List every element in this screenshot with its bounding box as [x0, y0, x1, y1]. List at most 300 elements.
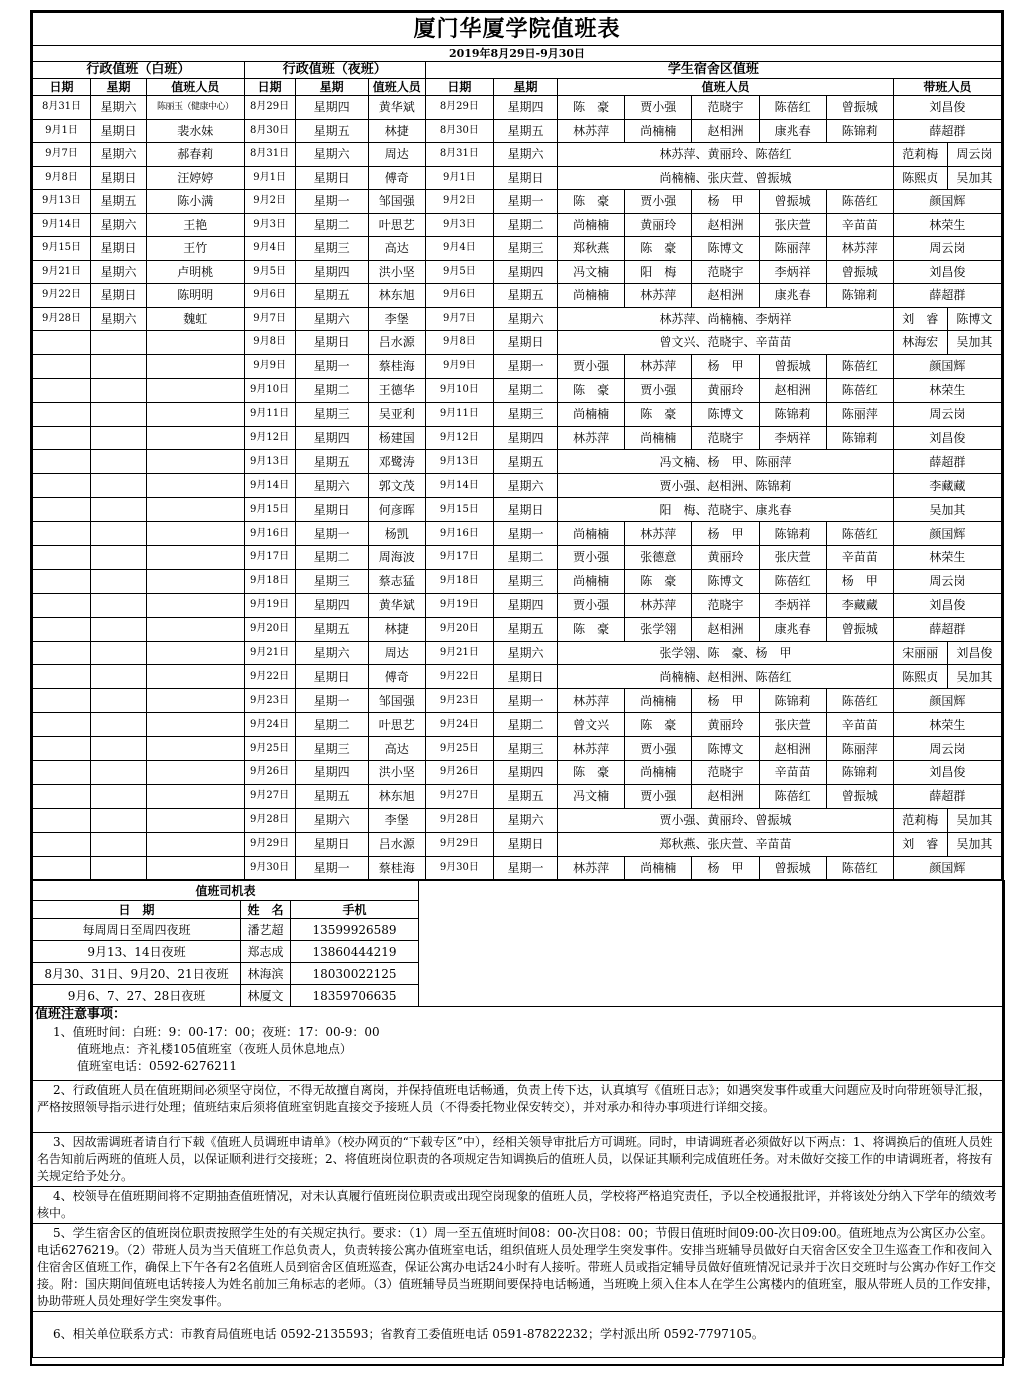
dorm-leader: 颜国辉 — [893, 856, 1001, 880]
driver-phone: 13599926589 — [291, 919, 419, 941]
dorm-leader: 李藏藏 — [893, 474, 1001, 498]
col-date: 日期 — [425, 79, 493, 96]
dorm-staff: 陈蓓红 — [826, 522, 893, 546]
night-staff: 李堡 — [368, 307, 425, 331]
dorm-weekday: 星期三 — [493, 402, 557, 426]
dorm-staff: 曾振城 — [826, 96, 893, 120]
day-weekday — [91, 450, 147, 474]
night-date: 9月20日 — [244, 617, 295, 641]
day-staff — [146, 856, 244, 880]
dorm-leader: 范莉梅 — [893, 808, 947, 832]
dorm-staff: 林苏萍 — [558, 689, 625, 713]
notes-title: 值班注意事项： — [33, 1007, 1005, 1023]
schedule-row — [33, 378, 1002, 402]
dorm-staff: 尚楠楠 — [625, 761, 692, 785]
night-staff: 蔡桂海 — [368, 856, 425, 880]
dorm-staff: 尚楠楠 — [558, 522, 625, 546]
dorm-leader: 林荣生 — [893, 546, 1001, 570]
dorm-leader: 陈博文 — [947, 307, 1001, 331]
driver-name: 林海滨 — [241, 963, 291, 985]
night-staff: 王德华 — [368, 378, 425, 402]
dorm-staff: 尚楠楠、张庆萱、曾振城 — [558, 166, 894, 190]
schedule-row — [33, 474, 1002, 498]
night-weekday: 星期日 — [295, 832, 368, 856]
dorm-leader: 范莉梅 — [893, 143, 947, 167]
day-date — [33, 354, 91, 378]
day-date — [33, 617, 91, 641]
night-date: 9月12日 — [244, 426, 295, 450]
dorm-date: 9月5日 — [425, 260, 493, 284]
night-staff: 叶思艺 — [368, 713, 425, 737]
dorm-staff: 郑秋燕、张庆萱、辛苗苗 — [558, 832, 894, 856]
day-date — [33, 546, 91, 570]
day-weekday — [91, 522, 147, 546]
dorm-date: 9月24日 — [425, 713, 493, 737]
day-date — [33, 665, 91, 689]
dorm-date: 9月10日 — [425, 378, 493, 402]
schedule-row — [33, 284, 1002, 308]
col-date: 日期 — [33, 79, 91, 96]
dorm-staff: 张学翎、陈 豪、杨 甲 — [558, 641, 894, 665]
dorm-weekday: 星期三 — [493, 569, 557, 593]
night-weekday: 星期六 — [295, 808, 368, 832]
dorm-staff: 陈 豪 — [625, 237, 692, 261]
dorm-leader: 林荣生 — [893, 213, 1001, 237]
night-date: 9月4日 — [244, 237, 295, 261]
dorm-date: 9月27日 — [425, 784, 493, 808]
dorm-weekday: 星期六 — [493, 143, 557, 167]
dorm-staff: 林苏萍 — [625, 284, 692, 308]
day-date — [33, 641, 91, 665]
night-weekday: 星期六 — [295, 143, 368, 167]
dorm-staff: 尚楠楠 — [625, 119, 692, 143]
night-staff: 周海波 — [368, 546, 425, 570]
dorm-staff: 陈蓓红 — [759, 784, 826, 808]
night-staff: 邹国强 — [368, 689, 425, 713]
dorm-date: 9月13日 — [425, 450, 493, 474]
dorm-leader: 陈熙贞 — [893, 166, 947, 190]
dorm-date: 9月18日 — [425, 569, 493, 593]
dorm-weekday: 星期六 — [493, 808, 557, 832]
night-staff: 林捷 — [368, 119, 425, 143]
night-staff: 黄华斌 — [368, 96, 425, 120]
dorm-staff: 曾振城 — [759, 354, 826, 378]
night-date: 9月1日 — [244, 166, 295, 190]
duty-schedule-sheet — [30, 10, 1004, 1366]
dorm-staff: 曾文兴 — [558, 713, 625, 737]
night-staff: 杨凯 — [368, 522, 425, 546]
dorm-leader: 刘昌俊 — [893, 260, 1001, 284]
day-staff — [146, 761, 244, 785]
day-date — [33, 426, 91, 450]
col-staff: 值班人员 — [146, 79, 244, 96]
dorm-staff: 郑秋燕 — [558, 237, 625, 261]
dorm-leader: 吴加其 — [947, 166, 1001, 190]
dorm-date: 9月6日 — [425, 284, 493, 308]
dorm-staff: 陈锦莉 — [826, 119, 893, 143]
dorm-weekday: 星期日 — [493, 832, 557, 856]
dorm-weekday: 星期三 — [493, 737, 557, 761]
night-weekday: 星期四 — [295, 426, 368, 450]
day-weekday: 星期六 — [91, 260, 147, 284]
schedule-row — [33, 737, 1002, 761]
day-weekday — [91, 474, 147, 498]
night-staff: 吕水源 — [368, 832, 425, 856]
dorm-staff: 曾文兴、范晓宇、辛苗苗 — [558, 331, 894, 355]
night-staff: 林捷 — [368, 617, 425, 641]
dorm-staff: 尚楠楠 — [625, 689, 692, 713]
night-date: 9月28日 — [244, 808, 295, 832]
note-6: 6、相关单位联系方式：市教育局值班电话 0592-2135593；省教育工委值班电话 0591-87822232；学村派出所 0592-7797105。 — [33, 1312, 1005, 1358]
day-staff — [146, 784, 244, 808]
dorm-staff: 林苏萍 — [558, 119, 625, 143]
schedule-row — [33, 213, 1002, 237]
dorm-staff: 陈博文 — [692, 569, 759, 593]
night-weekday: 星期三 — [295, 402, 368, 426]
dorm-date: 9月23日 — [425, 689, 493, 713]
day-weekday — [91, 784, 147, 808]
dorm-staff: 辛苗苗 — [826, 546, 893, 570]
day-staff — [146, 617, 244, 641]
schedule-row — [33, 498, 1002, 522]
dorm-staff: 贾小强 — [625, 96, 692, 120]
day-staff: 陈明明 — [146, 284, 244, 308]
dorm-leader: 颜国辉 — [893, 190, 1001, 214]
dorm-date: 9月15日 — [425, 498, 493, 522]
dorm-staff: 陈锦莉 — [826, 284, 893, 308]
night-weekday: 星期一 — [295, 354, 368, 378]
day-weekday: 星期日 — [91, 237, 147, 261]
day-weekday — [91, 378, 147, 402]
night-date: 9月19日 — [244, 593, 295, 617]
night-date: 9月22日 — [244, 665, 295, 689]
section-admin-day: 行政值班（白班） — [33, 62, 245, 79]
col-staff: 值班人员 — [368, 79, 425, 96]
night-weekday: 星期五 — [295, 450, 368, 474]
night-weekday: 星期一 — [295, 856, 368, 880]
dorm-leader: 林荣生 — [893, 378, 1001, 402]
day-date — [33, 522, 91, 546]
dorm-staff: 阳 梅、范晓宇、康兆春 — [558, 498, 894, 522]
day-weekday — [91, 402, 147, 426]
night-weekday: 星期五 — [295, 617, 368, 641]
dorm-weekday: 星期一 — [493, 856, 557, 880]
driver-period: 9月6、7、27、28日夜班 — [33, 985, 241, 1007]
dorm-date: 8月30日 — [425, 119, 493, 143]
dorm-staff: 林苏萍 — [826, 237, 893, 261]
drivers-col-phone: 手机 — [291, 901, 419, 919]
dorm-staff: 曾振城 — [826, 617, 893, 641]
dorm-date: 9月16日 — [425, 522, 493, 546]
schedule-row — [33, 143, 1002, 167]
dorm-weekday: 星期一 — [493, 190, 557, 214]
dorm-staff: 陈丽萍 — [759, 237, 826, 261]
dorm-staff: 尚楠楠 — [558, 284, 625, 308]
dorm-staff: 杨 甲 — [692, 856, 759, 880]
night-weekday: 星期一 — [295, 190, 368, 214]
dorm-date: 9月28日 — [425, 808, 493, 832]
dorm-staff: 陈锦莉 — [759, 522, 826, 546]
dorm-staff: 陈 豪 — [558, 378, 625, 402]
night-date: 9月14日 — [244, 474, 295, 498]
day-date: 9月1日 — [33, 119, 91, 143]
night-weekday: 星期四 — [295, 96, 368, 120]
dorm-staff: 赵相洲 — [692, 119, 759, 143]
dorm-staff: 冯文楠 — [558, 260, 625, 284]
day-weekday — [91, 761, 147, 785]
day-staff — [146, 402, 244, 426]
schedule-row — [33, 641, 1002, 665]
dorm-staff: 贾小强 — [558, 593, 625, 617]
night-staff: 蔡桂海 — [368, 354, 425, 378]
dorm-staff: 范晓宇 — [692, 426, 759, 450]
day-date — [33, 378, 91, 402]
schedule-row — [33, 546, 1002, 570]
note-1-phone: 值班室电话：0592-6276211 — [77, 1058, 238, 1073]
dorm-staff: 李炳祥 — [759, 260, 826, 284]
note-5: 5、学生宿舍区的值班岗位职责按照学生处的有关规定执行。要求：（1）周一至五值班时间08：00-次日08：00；节假日值班时间09:00-次日09:00。值班地点为公寓区办公室。电话6276219。（2）带班人员为当天值班工作总负责人，负责转接公寓办值班室电话，组织值班人员处理学生突发事件。安排当班辅导员做好白天宿舍区安全卫生巡查工作和夜间入住宿舍区值班工作，确保上下午各有2名值班人员到宿舍区值班巡查，保证公寓办电话24小时有人接听。带班人员或指定辅导员做好值班情况记录并于次日交班时与公寓办作好工作交接。附：国庆期间值班电话转接人为姓名前加三角标志的老师。（3）值班辅导员当班期间要保持电话畅通，当班晚上须入住本人在学生公寓楼内的值班室，服从带班人员的工作安排，协助带班人员处理好学生突发事件。 — [33, 1224, 1005, 1312]
dorm-staff: 范晓宇 — [692, 260, 759, 284]
night-date: 8月31日 — [244, 143, 295, 167]
day-staff: 汪婷婷 — [146, 166, 244, 190]
night-staff: 邓鹭涛 — [368, 450, 425, 474]
dorm-staff: 曾振城 — [759, 856, 826, 880]
dorm-staff: 康兆春 — [759, 284, 826, 308]
note-1-time: 1、值班时间：白班：9：00-17：00；夜班：17：00-9：00 — [53, 1024, 380, 1039]
dorm-leader: 宋丽丽 — [893, 641, 947, 665]
dorm-leader: 薛超群 — [893, 450, 1001, 474]
day-staff — [146, 498, 244, 522]
dorm-date: 9月17日 — [425, 546, 493, 570]
night-staff: 林东旭 — [368, 784, 425, 808]
dorm-leader: 刘昌俊 — [893, 761, 1001, 785]
dorm-date: 9月2日 — [425, 190, 493, 214]
schedule-row — [33, 593, 1002, 617]
dorm-staff: 黄丽玲 — [692, 713, 759, 737]
day-date — [33, 689, 91, 713]
night-date: 9月17日 — [244, 546, 295, 570]
night-weekday: 星期六 — [295, 307, 368, 331]
schedule-row — [33, 713, 1002, 737]
day-staff — [146, 569, 244, 593]
dorm-staff: 陈锦莉 — [759, 689, 826, 713]
driver-phone: 13860444219 — [291, 941, 419, 963]
dorm-weekday: 星期五 — [493, 450, 557, 474]
day-staff: 陈小满 — [146, 190, 244, 214]
dorm-staff: 尚楠楠 — [558, 402, 625, 426]
day-weekday — [91, 689, 147, 713]
dorm-staff: 辛苗苗 — [759, 761, 826, 785]
dorm-staff: 陈 豪 — [625, 713, 692, 737]
night-staff: 洪小坚 — [368, 761, 425, 785]
day-date — [33, 713, 91, 737]
night-date: 9月15日 — [244, 498, 295, 522]
day-weekday — [91, 713, 147, 737]
day-date: 9月14日 — [33, 213, 91, 237]
dorm-weekday: 星期一 — [493, 354, 557, 378]
dorm-date: 9月30日 — [425, 856, 493, 880]
dorm-staff: 尚楠楠、赵相洲、陈蓓红 — [558, 665, 894, 689]
dorm-staff: 陈丽萍 — [826, 737, 893, 761]
night-date: 9月24日 — [244, 713, 295, 737]
dorm-leader: 吴加其 — [947, 808, 1001, 832]
dorm-staff: 赵相洲 — [692, 617, 759, 641]
dorm-staff: 贾小强、黄丽玲、曾振城 — [558, 808, 894, 832]
day-weekday — [91, 498, 147, 522]
schedule-row — [33, 166, 1002, 190]
day-staff: 陈丽玉（健康中心） — [146, 96, 244, 120]
schedule-row — [33, 569, 1002, 593]
dorm-staff: 贾小强 — [625, 784, 692, 808]
dorm-leader: 薛超群 — [893, 284, 1001, 308]
day-weekday: 星期六 — [91, 143, 147, 167]
dorm-staff: 李炳祥 — [759, 426, 826, 450]
night-date: 9月10日 — [244, 378, 295, 402]
dorm-weekday: 星期日 — [493, 665, 557, 689]
schedule-row — [33, 331, 1002, 355]
dorm-staff: 尚楠楠 — [625, 426, 692, 450]
col-date: 日期 — [244, 79, 295, 96]
day-staff — [146, 808, 244, 832]
schedule-row — [33, 689, 1002, 713]
day-weekday — [91, 569, 147, 593]
day-date — [33, 498, 91, 522]
day-weekday: 星期日 — [91, 284, 147, 308]
dorm-staff: 冯文楠、杨 甲、陈丽萍 — [558, 450, 894, 474]
night-staff: 吕水源 — [368, 331, 425, 355]
dorm-staff: 辛苗苗 — [826, 213, 893, 237]
dorm-date: 9月29日 — [425, 832, 493, 856]
dorm-staff: 林苏萍 — [625, 354, 692, 378]
day-weekday: 星期六 — [91, 307, 147, 331]
night-date: 9月11日 — [244, 402, 295, 426]
dorm-weekday: 星期一 — [493, 689, 557, 713]
dorm-leader: 吴加其 — [947, 665, 1001, 689]
dorm-weekday: 星期二 — [493, 378, 557, 402]
schedule-row — [33, 190, 1002, 214]
day-staff — [146, 689, 244, 713]
dorm-weekday: 星期六 — [493, 474, 557, 498]
dorm-staff: 赵相洲 — [692, 284, 759, 308]
dorm-staff: 冯文楠 — [558, 784, 625, 808]
night-staff: 何彦晖 — [368, 498, 425, 522]
dorm-staff: 陈蓓红 — [759, 96, 826, 120]
schedule-row — [33, 617, 1002, 641]
day-staff — [146, 665, 244, 689]
dorm-staff: 张庆萱 — [759, 713, 826, 737]
night-date: 9月16日 — [244, 522, 295, 546]
day-staff — [146, 713, 244, 737]
dorm-staff: 陈丽萍 — [826, 402, 893, 426]
night-date: 9月2日 — [244, 190, 295, 214]
day-weekday: 星期日 — [91, 119, 147, 143]
driver-period: 9月13、14日夜班 — [33, 941, 241, 963]
dorm-weekday: 星期五 — [493, 617, 557, 641]
day-weekday — [91, 331, 147, 355]
duty-table — [32, 12, 1002, 880]
dorm-staff: 康兆春 — [759, 119, 826, 143]
dorm-date: 9月21日 — [425, 641, 493, 665]
dorm-leader: 周云岗 — [947, 143, 1001, 167]
day-staff — [146, 331, 244, 355]
dorm-weekday: 星期二 — [493, 546, 557, 570]
day-staff — [146, 450, 244, 474]
dorm-staff: 曾振城 — [759, 190, 826, 214]
dorm-date: 9月3日 — [425, 213, 493, 237]
dorm-date: 9月26日 — [425, 761, 493, 785]
dorm-staff: 贾小强 — [625, 190, 692, 214]
dorm-date: 9月8日 — [425, 331, 493, 355]
drivers-col-name: 姓 名 — [241, 901, 291, 919]
day-weekday — [91, 832, 147, 856]
dorm-staff: 陈蓓红 — [826, 354, 893, 378]
night-staff: 杨建国 — [368, 426, 425, 450]
dorm-staff: 张庆萱 — [759, 546, 826, 570]
col-leader: 带班人员 — [893, 79, 1001, 96]
day-date: 9月13日 — [33, 190, 91, 214]
day-date — [33, 761, 91, 785]
day-date: 9月28日 — [33, 307, 91, 331]
driver-period: 8月30、31日、9月20、21日夜班 — [33, 963, 241, 985]
schedule-row — [33, 237, 1002, 261]
night-weekday: 星期五 — [295, 119, 368, 143]
dorm-staff: 黄丽玲 — [692, 378, 759, 402]
night-weekday: 星期日 — [295, 331, 368, 355]
night-weekday: 星期二 — [295, 378, 368, 402]
dorm-staff: 赵相洲 — [759, 378, 826, 402]
dorm-date: 9月22日 — [425, 665, 493, 689]
dorm-staff: 李炳祥 — [759, 593, 826, 617]
day-staff — [146, 641, 244, 665]
dorm-weekday: 星期五 — [493, 119, 557, 143]
dorm-leader: 吴加其 — [947, 331, 1001, 355]
night-weekday: 星期四 — [295, 593, 368, 617]
dorm-staff: 陈蓓红 — [759, 569, 826, 593]
night-date: 8月29日 — [244, 96, 295, 120]
day-date: 9月7日 — [33, 143, 91, 167]
night-weekday: 星期六 — [295, 641, 368, 665]
night-date: 8月30日 — [244, 119, 295, 143]
dorm-leader: 刘 睿 — [893, 307, 947, 331]
night-date: 9月21日 — [244, 641, 295, 665]
night-date: 9月13日 — [244, 450, 295, 474]
driver-period: 每周周日至周四夜班 — [33, 919, 241, 941]
note-1-place: 值班地点：齐礼楼105值班室（夜班人员休息地点） — [77, 1041, 352, 1056]
dorm-weekday: 星期日 — [493, 166, 557, 190]
schedule-row — [33, 450, 1002, 474]
dorm-leader: 周云岗 — [893, 737, 1001, 761]
day-weekday: 星期日 — [91, 166, 147, 190]
dorm-staff: 陈博文 — [692, 237, 759, 261]
schedule-row — [33, 761, 1002, 785]
dorm-weekday: 星期日 — [493, 331, 557, 355]
night-staff: 高达 — [368, 237, 425, 261]
dorm-staff: 范晓宇 — [692, 593, 759, 617]
night-date: 9月18日 — [244, 569, 295, 593]
dorm-staff: 尚楠楠 — [558, 569, 625, 593]
driver-name: 林厦文 — [241, 985, 291, 1007]
day-date — [33, 450, 91, 474]
dorm-staff: 陈 豪 — [625, 569, 692, 593]
dorm-staff: 黄丽玲 — [625, 213, 692, 237]
dorm-staff: 杨 甲 — [692, 354, 759, 378]
day-staff — [146, 474, 244, 498]
dorm-leader: 刘昌俊 — [893, 426, 1001, 450]
dorm-staff: 林苏萍、黄丽玲、陈蓓红 — [558, 143, 894, 167]
night-date: 9月9日 — [244, 354, 295, 378]
col-staff: 值班人员 — [558, 79, 894, 96]
day-staff — [146, 546, 244, 570]
